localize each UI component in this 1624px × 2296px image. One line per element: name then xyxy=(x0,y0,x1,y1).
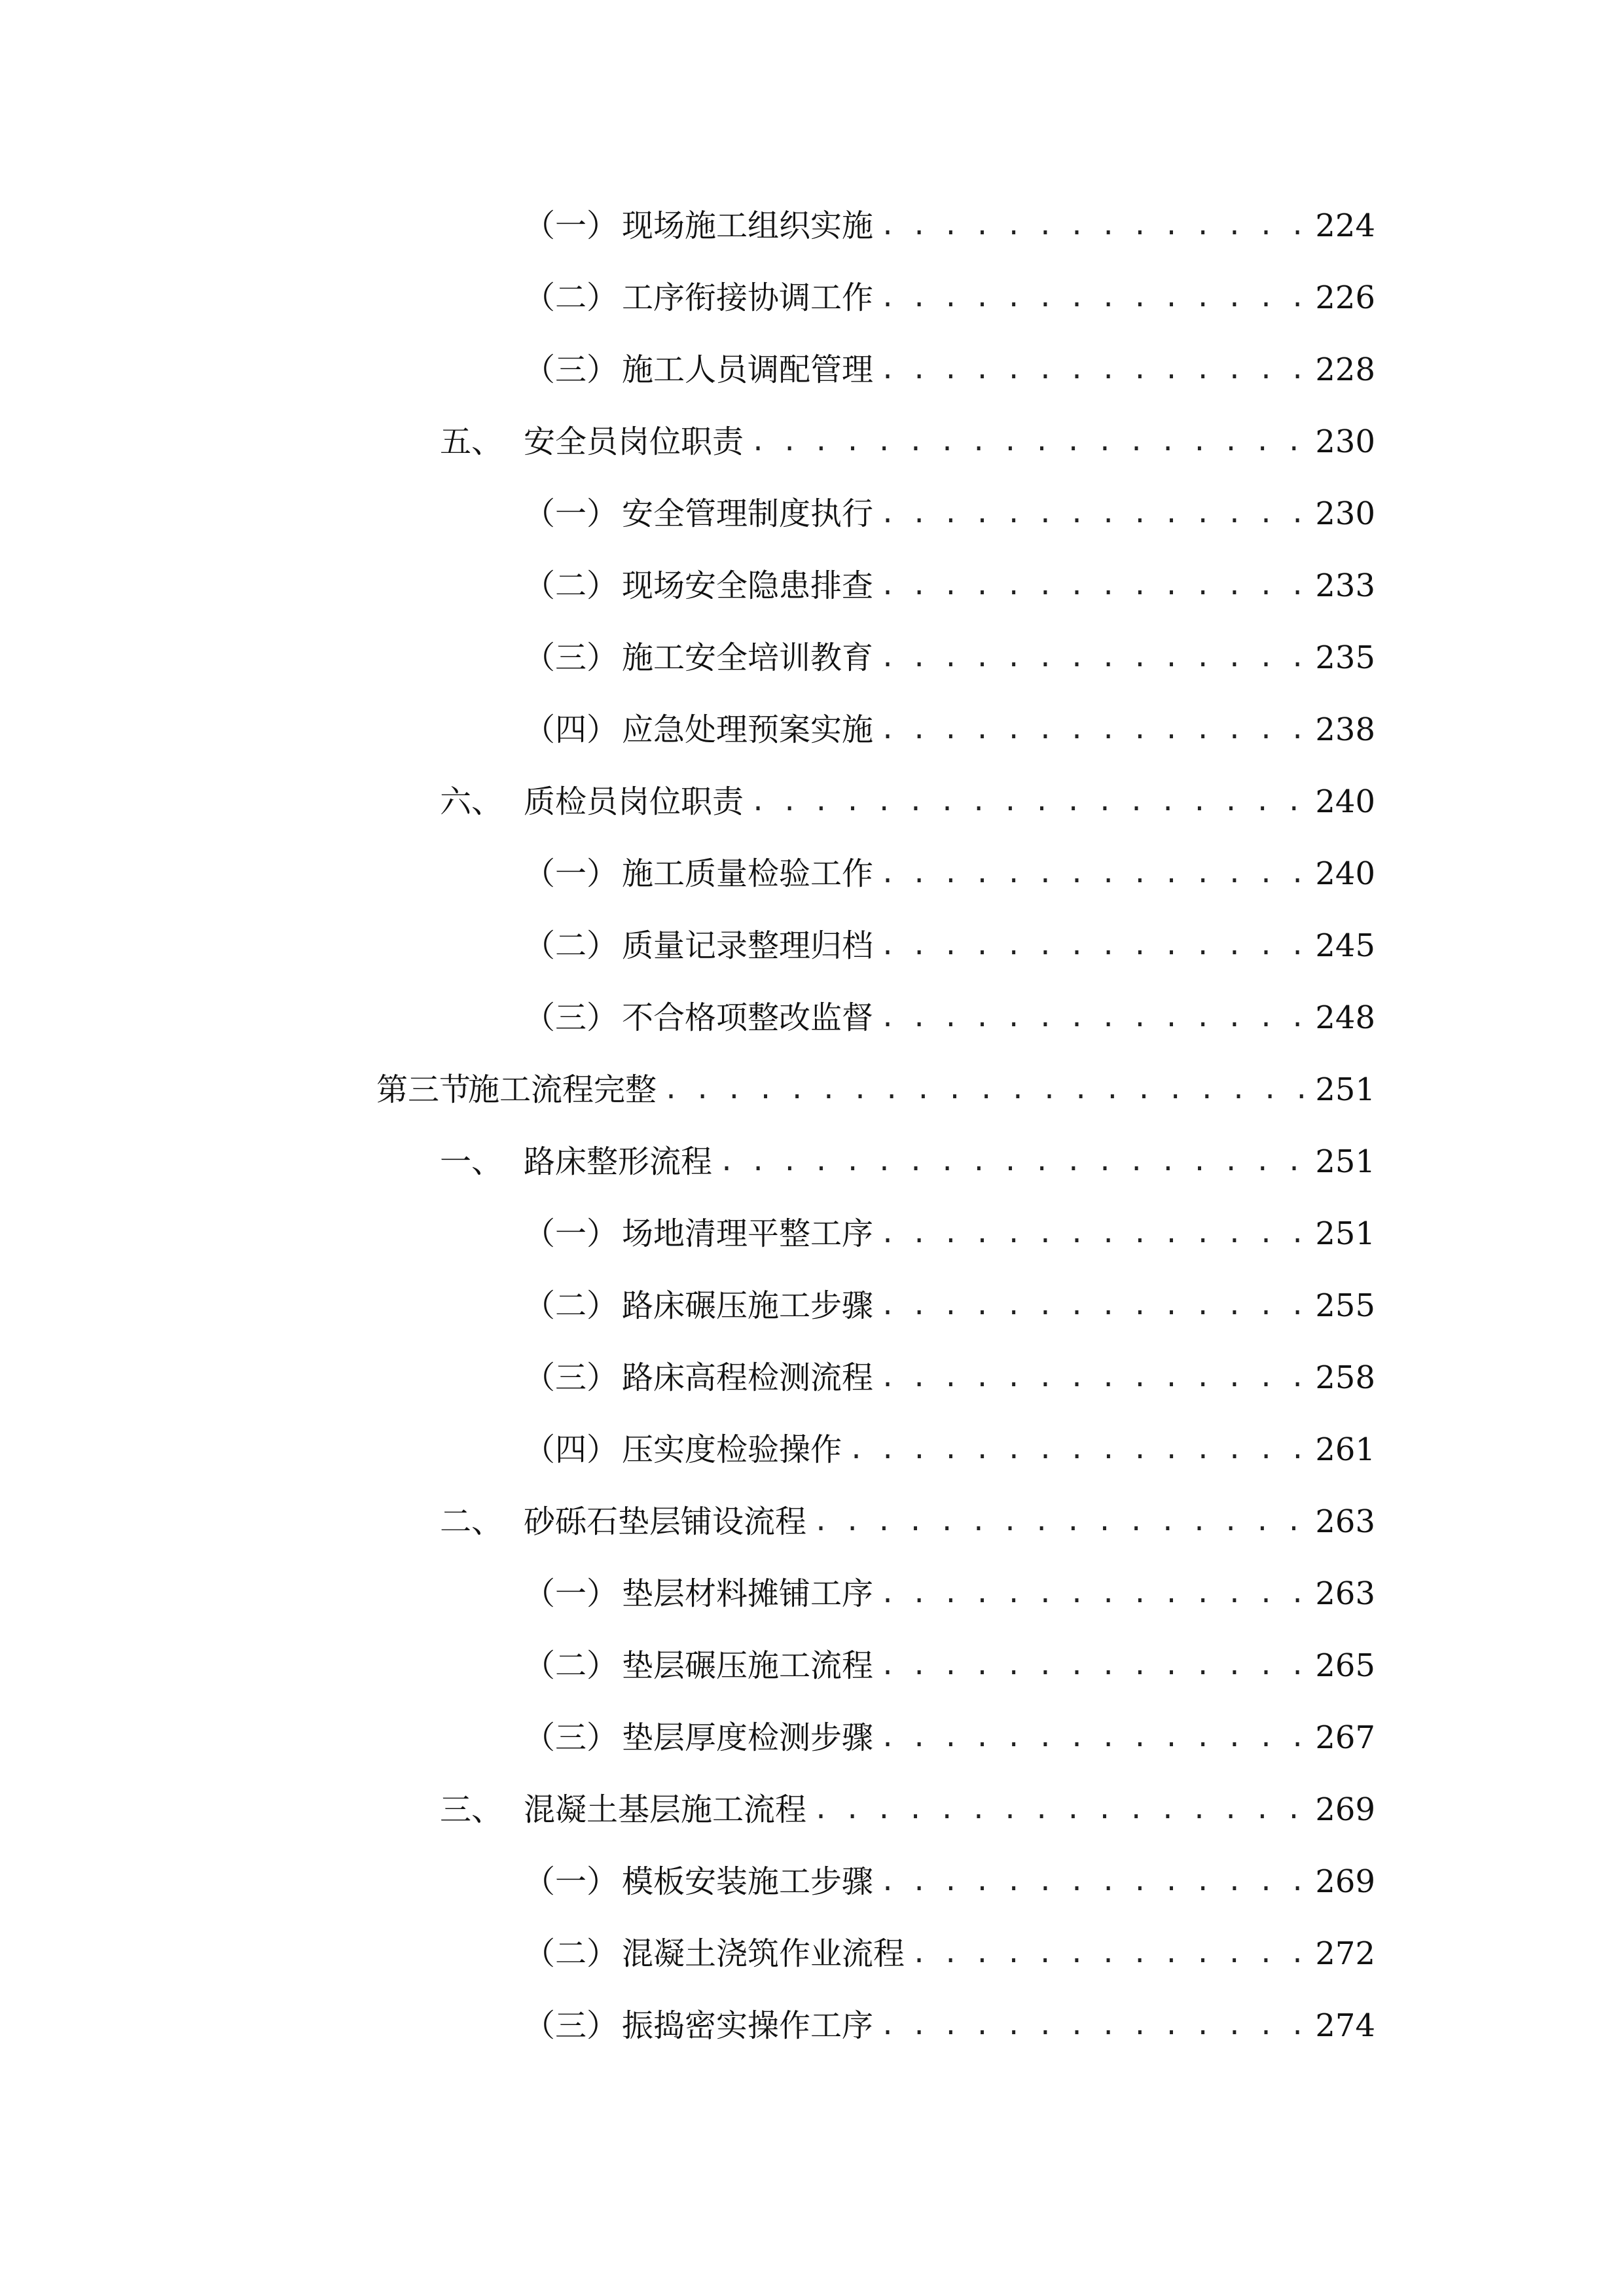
toc-entry-title: 施工质量检验工作 xyxy=(622,855,874,892)
toc-entry[interactable] xyxy=(0,478,1624,550)
toc-entry-line xyxy=(376,1070,1375,1109)
toc-entry-line xyxy=(524,350,1375,389)
toc-entry[interactable] xyxy=(0,1342,1624,1414)
toc-entry[interactable] xyxy=(0,1558,1624,1630)
toc-entry[interactable] xyxy=(0,1918,1624,1990)
toc-entry[interactable] xyxy=(0,334,1624,406)
toc-entry-page-number: 251 xyxy=(1315,1071,1375,1108)
toc-entry-page-number: 263 xyxy=(1315,1503,1375,1540)
toc-entry-title: 现场施工组织实施 xyxy=(622,207,874,244)
toc-entry-page-number: 235 xyxy=(1315,639,1375,676)
toc-entry-line xyxy=(440,1502,1375,1541)
toc-entry-line xyxy=(524,1430,1375,1469)
toc-entry-title: 路床碾压施工步骤 xyxy=(622,1287,874,1324)
toc-entry[interactable] xyxy=(0,190,1624,262)
toc-entry-title: 混凝土浇筑作业流程 xyxy=(622,1935,905,1972)
toc-dot-leader xyxy=(880,494,1303,533)
toc-entry-number: 三、 xyxy=(440,1791,503,1828)
toc-entry-line xyxy=(524,926,1375,965)
toc-entry[interactable] xyxy=(0,1846,1624,1918)
toc-dot-leader xyxy=(848,1430,1303,1469)
toc-entry-title: 垫层厚度检测步骤 xyxy=(622,1719,874,1756)
toc-dot-leader xyxy=(880,1286,1303,1325)
toc-entry[interactable] xyxy=(0,1126,1624,1198)
toc-dot-leader xyxy=(880,350,1303,389)
toc-entry-page-number: 263 xyxy=(1315,1575,1375,1612)
toc-entry-page-number: 226 xyxy=(1315,279,1375,316)
toc-entry-number: 二、 xyxy=(440,1503,503,1540)
toc-entry-page-number: 230 xyxy=(1315,495,1375,532)
toc-dot-leader xyxy=(750,422,1303,461)
toc-entry-page-number: 269 xyxy=(1315,1791,1375,1828)
toc-entry[interactable] xyxy=(0,1630,1624,1702)
toc-entry-number: （二） xyxy=(524,567,619,604)
toc-entry-title: 施工安全培训教育 xyxy=(622,639,874,676)
toc-dot-leader xyxy=(880,638,1303,677)
toc-dot-leader xyxy=(911,1934,1303,1973)
toc-entry-page-number: 230 xyxy=(1315,423,1375,460)
toc-entry-page-number: 274 xyxy=(1315,2007,1375,2044)
toc-dot-leader xyxy=(880,1574,1303,1613)
toc-entry-line xyxy=(524,1646,1375,1685)
toc-dot-leader xyxy=(880,1646,1303,1685)
toc-entry-line xyxy=(524,710,1375,749)
toc-entry-line xyxy=(440,422,1375,461)
toc-dot-leader xyxy=(880,278,1303,317)
toc-entry-page-number: 267 xyxy=(1315,1719,1375,1756)
toc-entry-title: 现场安全隐患排查 xyxy=(622,567,874,604)
toc-entry-number: （二） xyxy=(524,1935,619,1972)
toc-dot-leader xyxy=(880,854,1303,893)
toc-entry-number: （三） xyxy=(524,639,619,676)
toc-entry[interactable] xyxy=(0,406,1624,478)
toc-entry-number: 一、 xyxy=(440,1143,503,1180)
toc-entry-title: 质量记录整理归档 xyxy=(622,927,874,964)
toc-entry-title: 混凝土基层施工流程 xyxy=(524,1791,807,1828)
toc-dot-leader xyxy=(880,1862,1303,1901)
toc-entry-title: 模板安装施工步骤 xyxy=(622,1863,874,1900)
toc-entry-number: 五、 xyxy=(440,423,503,460)
toc-entry-page-number: 251 xyxy=(1315,1143,1375,1180)
toc-entry-line xyxy=(524,638,1375,677)
toc-entry-number: （三） xyxy=(524,2007,619,2044)
toc-entry-number: （二） xyxy=(524,1287,619,1324)
toc-entry-title: 场地清理平整工序 xyxy=(622,1215,874,1252)
toc-entry[interactable] xyxy=(0,1486,1624,1558)
toc-entry-title: 垫层碾压施工流程 xyxy=(622,1647,874,1684)
toc-entry-number: （三） xyxy=(524,351,619,388)
toc-entry-page-number: 258 xyxy=(1315,1359,1375,1396)
toc-entry-page-number: 238 xyxy=(1315,711,1375,748)
toc-dot-leader xyxy=(880,206,1303,245)
toc-entry-number: （三） xyxy=(524,999,619,1036)
toc-entry-title: 不合格项整改监督 xyxy=(622,999,874,1036)
toc-entry-page-number: 240 xyxy=(1315,855,1375,892)
toc-entry-title: 垫层材料摊铺工序 xyxy=(622,1575,874,1612)
toc-entry-line xyxy=(524,1574,1375,1613)
toc-entry-line xyxy=(524,1286,1375,1325)
toc-dot-leader xyxy=(880,566,1303,605)
toc-dot-leader xyxy=(880,1358,1303,1397)
toc-entry-line xyxy=(440,1790,1375,1829)
toc-entry-number: （二） xyxy=(524,279,619,316)
toc-entry[interactable] xyxy=(0,1414,1624,1486)
toc-entry-title: 工序衔接协调工作 xyxy=(622,279,874,316)
toc-entry-number: （三） xyxy=(524,1359,619,1396)
toc-entry-line xyxy=(524,278,1375,317)
toc-entry[interactable] xyxy=(0,1054,1624,1126)
toc-entry[interactable] xyxy=(0,1270,1624,1342)
toc-entry-title: 压实度检验操作 xyxy=(622,1431,842,1468)
toc-entry-number: （一） xyxy=(524,495,619,532)
toc-dot-leader xyxy=(880,2006,1303,2045)
toc-entry-number: （四） xyxy=(524,1431,619,1468)
toc-entry-page-number: 255 xyxy=(1315,1287,1375,1324)
toc-entry-number: （一） xyxy=(524,1575,619,1612)
toc-entry-line xyxy=(524,494,1375,533)
toc-dot-leader xyxy=(880,710,1303,749)
toc-entry[interactable] xyxy=(0,1198,1624,1270)
toc-entry[interactable] xyxy=(0,1702,1624,1774)
toc-entry-page-number: 233 xyxy=(1315,567,1375,604)
toc-entry-number: （二） xyxy=(524,1647,619,1684)
toc-entry[interactable] xyxy=(0,838,1624,910)
toc-entry-title: 安全管理制度执行 xyxy=(622,495,874,532)
toc-entry-line xyxy=(524,2006,1375,2045)
toc-entry[interactable] xyxy=(0,1990,1624,2062)
toc-entry-number: 第三节 xyxy=(376,1071,471,1108)
table-of-contents xyxy=(0,190,1624,2062)
toc-entry-page-number: 272 xyxy=(1315,1935,1375,1972)
toc-dot-leader xyxy=(750,782,1303,821)
toc-entry-line xyxy=(524,1718,1375,1757)
toc-entry-title: 安全员岗位职责 xyxy=(524,423,744,460)
toc-entry-line xyxy=(524,206,1375,245)
toc-dot-leader xyxy=(813,1790,1303,1829)
toc-entry[interactable] xyxy=(0,982,1624,1054)
toc-entry-number: 六、 xyxy=(440,783,503,820)
toc-entry-line xyxy=(524,566,1375,605)
toc-entry-line xyxy=(440,1142,1375,1181)
toc-entry-title: 振捣密实操作工序 xyxy=(622,2007,874,2044)
toc-entry[interactable] xyxy=(0,622,1624,694)
toc-entry-page-number: 251 xyxy=(1315,1215,1375,1252)
toc-entry[interactable] xyxy=(0,694,1624,766)
toc-entry-title: 路床高程检测流程 xyxy=(622,1359,874,1396)
toc-dot-leader xyxy=(663,1070,1303,1109)
toc-dot-leader xyxy=(880,1718,1303,1757)
toc-entry-title: 路床整形流程 xyxy=(524,1143,713,1180)
toc-entry-number: （二） xyxy=(524,927,619,964)
toc-entry-page-number: 265 xyxy=(1315,1647,1375,1684)
toc-entry-title: 施工人员调配管理 xyxy=(622,351,874,388)
toc-entry[interactable] xyxy=(0,262,1624,334)
toc-entry-line xyxy=(524,854,1375,893)
toc-entry-line xyxy=(524,1358,1375,1397)
toc-entry-line xyxy=(524,998,1375,1037)
toc-entry[interactable] xyxy=(0,766,1624,838)
toc-entry-line xyxy=(524,1934,1375,1973)
toc-entry-title: 砂砾石垫层铺设流程 xyxy=(524,1503,807,1540)
toc-entry-line xyxy=(524,1214,1375,1253)
toc-dot-leader xyxy=(880,1214,1303,1253)
toc-entry-number: （三） xyxy=(524,1719,619,1756)
toc-entry-page-number: 261 xyxy=(1315,1431,1375,1468)
toc-entry-page-number: 248 xyxy=(1315,999,1375,1036)
toc-entry-page-number: 224 xyxy=(1315,207,1375,244)
toc-entry-number: （一） xyxy=(524,207,619,244)
toc-entry-title: 质检员岗位职责 xyxy=(524,783,744,820)
toc-entry[interactable] xyxy=(0,910,1624,982)
toc-entry-title: 应急处理预案实施 xyxy=(622,711,874,748)
toc-entry-page-number: 240 xyxy=(1315,783,1375,820)
toc-entry[interactable] xyxy=(0,550,1624,622)
toc-entry-line xyxy=(524,1862,1375,1901)
toc-entry-page-number: 228 xyxy=(1315,351,1375,388)
toc-entry-page-number: 245 xyxy=(1315,927,1375,964)
toc-entry-page-number: 269 xyxy=(1315,1863,1375,1900)
toc-dot-leader xyxy=(813,1502,1303,1541)
toc-entry-number: （四） xyxy=(524,711,619,748)
toc-entry-line xyxy=(440,782,1375,821)
toc-entry-number: （一） xyxy=(524,855,619,892)
toc-dot-leader xyxy=(880,998,1303,1037)
toc-entry-title: 施工流程完整 xyxy=(468,1071,657,1108)
toc-entry[interactable] xyxy=(0,1774,1624,1846)
toc-dot-leader xyxy=(719,1142,1303,1181)
toc-dot-leader xyxy=(880,926,1303,965)
toc-entry-number: （一） xyxy=(524,1863,619,1900)
toc-entry-number: （一） xyxy=(524,1215,619,1252)
